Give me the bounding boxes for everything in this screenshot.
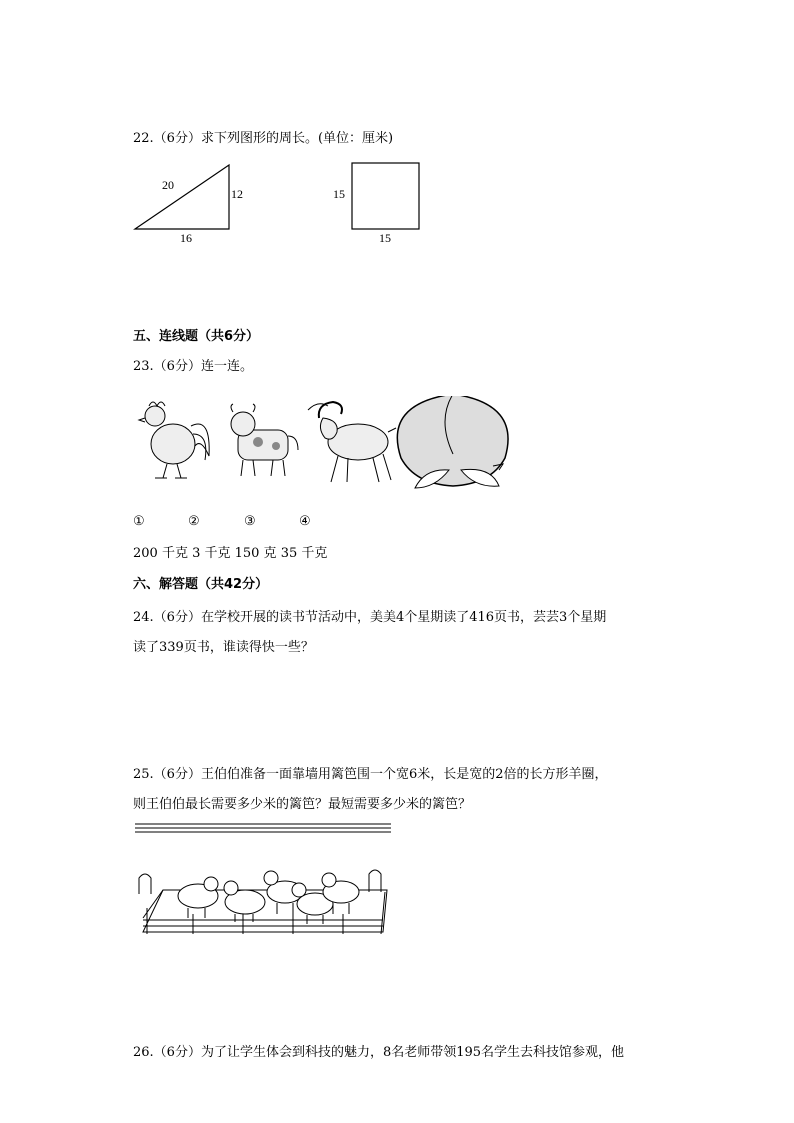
marker-3: ③ [244, 514, 256, 529]
q25-line1: 25.（6分）王伯伯准备一面靠墙用篱笆围一个宽6米，长是宽的2倍的长方形羊圈， [133, 767, 608, 782]
triangle-base-label: 16 [180, 231, 192, 245]
marker-2: ② [188, 514, 200, 529]
triangle-height-label: 12 [231, 187, 243, 201]
square [352, 163, 419, 229]
cow-picture [231, 404, 298, 476]
q23-pictures [133, 396, 513, 496]
rooster-picture [139, 402, 209, 478]
q26-line1: 26.（6分）为了让学生体会到科技的魅力，8名老师带领195名学生去科技馆参观，他 [133, 1045, 625, 1060]
section6-heading: 六、解答题（共42分） [133, 577, 269, 592]
square-bottom-label: 15 [379, 231, 391, 245]
triangle-hypotenuse-label: 20 [162, 178, 174, 192]
q22-title: 22.（6分）求下列图形的周长。(单位：厘米) [133, 131, 394, 146]
q23-title: 23.（6分）连一连。 [133, 359, 253, 374]
sheep-group [178, 871, 359, 924]
q22-figures [125, 155, 445, 250]
right-triangle [135, 165, 229, 229]
q25-line2: 则王伯伯最长需要多少米的篱笆？最短需要多少米的篱笆？ [133, 797, 472, 812]
square-side-label: 15 [333, 187, 345, 201]
peach-picture [397, 396, 508, 488]
q25-sheep-pen-picture [133, 822, 398, 942]
goat-picture [308, 402, 396, 482]
q24-line2: 读了339页书，谁读得快一些？ [133, 640, 314, 655]
q23-weights: 200 千克 3 千克 150 克 35 千克 [133, 546, 328, 561]
q24-line1: 24.（6分）在学校开展的读书节活动中，美美4个星期读了416页书，芸芸3个星期 [133, 610, 607, 625]
section5-heading: 五、连线题（共6分） [133, 329, 260, 344]
marker-1: ① [133, 514, 145, 529]
marker-4: ④ [299, 514, 311, 529]
